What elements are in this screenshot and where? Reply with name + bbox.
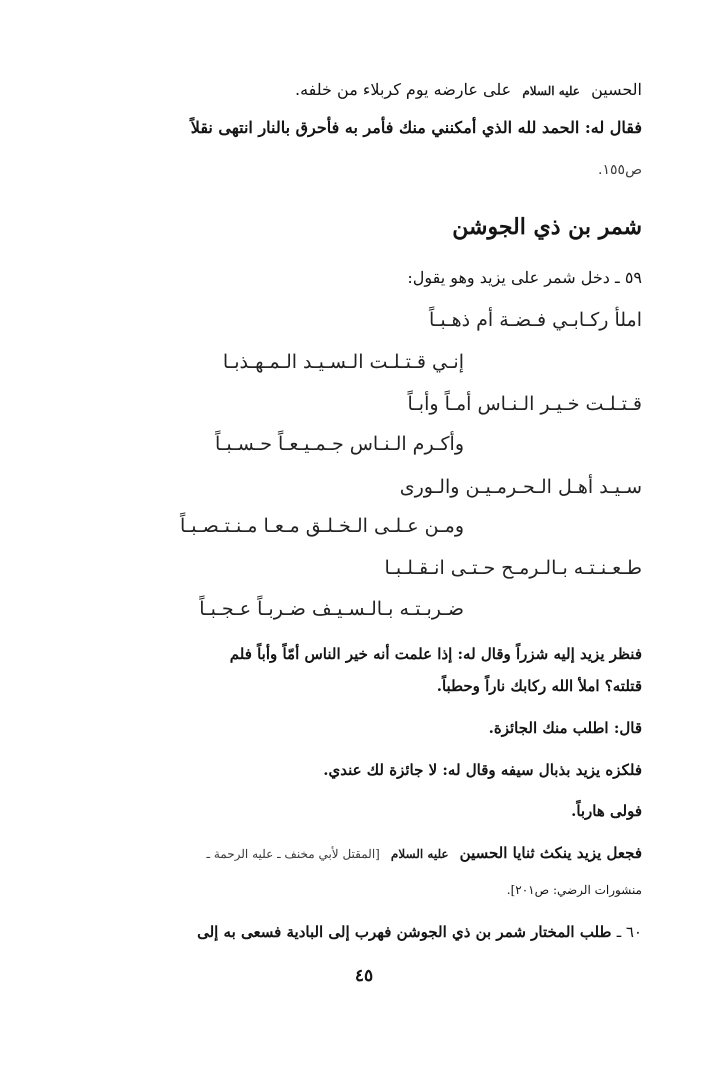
honorific-calligraphy: عليه السلام <box>390 846 449 861</box>
entry-59-first-line <box>407 266 642 290</box>
citation-reference: [المقتل لأبي مخنف ـ عليه الرحمة ـ <box>206 847 380 861</box>
verse-line: ومـن عـلـى الـخـلـق مـعـا مـنـتـصـبـاً <box>179 515 464 537</box>
verse-line: سـيـد أهـل الـحـرمـيـن والـورى <box>399 476 642 498</box>
paragraph-1-line-1: فنظر يزيد إليه شزراً وقال له: إذا علمت أنه خير الناس أمّاً وأباً فلم <box>229 645 642 663</box>
paragraph-3: فلكزه يزيد بذبال سيفه وقال له: لا جائزة لك عندي. <box>323 761 642 779</box>
intro-line-2: فقال له: الحمد لله الذي أمكنني منك فأمر به فأحرق بالنار انتهى نقلاً <box>190 118 642 137</box>
intro-line-1-end: على عارضه يوم كربلاء من خلفه. <box>295 80 512 99</box>
paragraph-5-text: فجعل يزيد ينكث ثنايا الحسين <box>459 844 642 862</box>
verse-line: ضـربـتـه بـالـسـيـف ضـربـاً عـجـبـاً <box>199 598 464 620</box>
honorific-calligraphy: عليه السلام <box>522 83 580 98</box>
intro-line-1 <box>295 78 642 103</box>
entry-59-number: ٥٩ ـ <box>615 268 642 287</box>
paragraph-5-line-1 <box>136 841 642 866</box>
verse-line: املأ ركـابـي فـضـة أم ذهـبـاً <box>428 309 642 331</box>
verse-line: طـعـنـتـه بـالـرمـح حـتـى انـقـلـبـا <box>384 557 642 579</box>
verse-line: قـتـلـت خـيـر الـنـاس أمـاً وأبـاً <box>407 393 642 415</box>
intro-line-3: ص١٥٥. <box>598 162 642 178</box>
section-heading: شمر بن ذي الجوشن <box>452 214 642 240</box>
citation-source: منشورات الرضي: ص٢٠١]. <box>506 883 642 897</box>
intro-line-1-start: الحسين <box>591 80 642 99</box>
entry-60-number: ٦٠ ـ <box>616 923 642 941</box>
paragraph-1-line-2: قتلته؟ املأ الله ركابك ناراً وحطباً. <box>436 677 642 695</box>
entry-59-text: دخل شمر على يزيد وهو يقول: <box>407 268 610 287</box>
paragraph-2: قال: اطلب منك الجائزة. <box>488 719 642 737</box>
entry-60-first-line <box>136 920 642 944</box>
entry-60-text: طلب المختار شمر بن ذي الجوشن فهرب إلى البادية فسعى به إلى <box>197 923 612 941</box>
verse-line: وأكـرم الـنـاس جـمـيـعـاً حـسـبـاً <box>215 433 464 455</box>
verse-line: إنـي قـتـلـت الـسـيـد الـمـهـذبـا <box>222 351 464 373</box>
page-number: ٤٥ <box>354 966 374 986</box>
paragraph-4: فولى هارباً. <box>571 802 642 820</box>
